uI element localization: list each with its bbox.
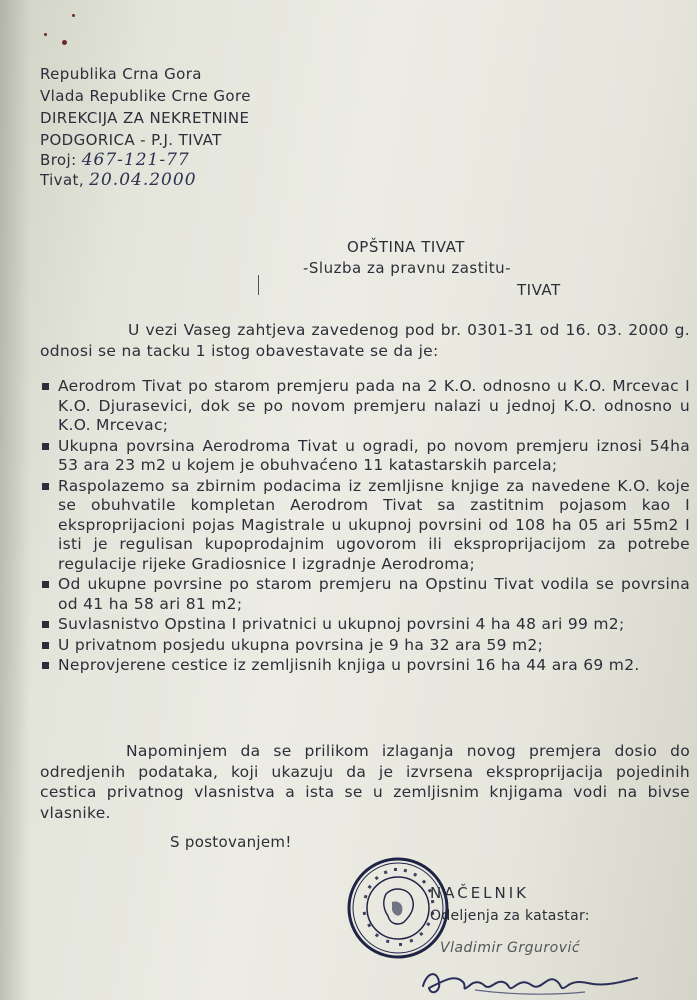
ink-spot (62, 40, 67, 45)
list-item (40, 656, 690, 676)
list-item-text: Suvlasnistvo Opstina I privatnici u ukupnoj povrsini 4 ha 48 ari 99 m2; (58, 615, 625, 633)
ink-spot (72, 14, 75, 17)
recipient-dept: -Sluzba za pravnu zastitu- (303, 259, 512, 277)
list-item (40, 636, 690, 656)
sender-line-2: Vlada Republike Crne Gore (40, 87, 251, 105)
sender-line-3: DIREKCIJA ZA NEKRETNINE (40, 109, 250, 127)
place-label: Tivat, (40, 171, 84, 189)
bullet-icon (42, 443, 49, 450)
list-item (40, 437, 690, 476)
list-item-text: Od ukupne povrsine po starom premjeru na Opstinu Tivat vodila se povrsina od 41 ha 58 ari 81 m2; (58, 575, 690, 613)
date-handwritten: 20.04.2000 (89, 170, 197, 190)
list-item (40, 615, 690, 635)
list-item-text: U privatnom posjedu ukupna povrsina je 9 ha 32 ara 59 m2; (58, 635, 544, 654)
handwritten-signature-icon (415, 952, 645, 1000)
reference-label: Broj: (40, 151, 77, 169)
note-paragraph: Napominjem da se prilikom izlaganja novog premjera dosio do odredjenih podataka, koji ukazuju da je izvrsena eksproprijacija pojedinih cestica privatnog vlasnistva a ista se u zemljisnim knjigama vodi na bivse vlasnike. (40, 742, 690, 822)
list-item-text: Ukupna povrsina Aerodroma Tivat u ogradi, po novom premjeru iznosi 54ha 53 ara 23 m2 u kojem je obuhvaćeno 11 katastarskih parcela; (58, 436, 690, 474)
list-item-text: Aerodrom Tivat po starom premjeru pada na 2 K.O. odnosno u K.O. Mrcevac I K.O. Djurasevici, dok se po novom premjeru nalazi u jednoj K.O. odnosno u K.O. Mrcevac; (58, 377, 690, 434)
signatory-name: Vladimir Grgurović (440, 940, 581, 956)
list-item-text: Neprovjerene cestice iz zemljisnih knjiga u povrsini 16 ha 44 ara 69 m2. (58, 656, 640, 674)
ink-spot (44, 33, 47, 36)
intro-paragraph: U vezi Vaseg zahtjeva zavedenog pod br. 0301-31 od 16. 03. 2000 g. odnosi se na tacku 1 istog obavestavate se da je: (40, 321, 690, 360)
recipient-name: OPŠTINA TIVAT (347, 238, 465, 256)
reference-number (40, 150, 190, 170)
sender-line-4: PODGORICA - P.J. TIVAT (40, 131, 222, 149)
pen-mark (258, 275, 259, 295)
bullet-icon (42, 621, 49, 628)
bullet-icon (42, 383, 49, 390)
bullet-icon (42, 483, 49, 490)
signatory-title: NAČELNIK (430, 884, 530, 902)
recipient-city: TIVAT (517, 281, 561, 299)
bullet-list (40, 377, 690, 677)
bullet-icon (42, 581, 49, 588)
place-date (40, 170, 197, 190)
page-shadow (0, 0, 30, 1000)
list-item (40, 575, 690, 614)
list-item-text: Raspolazemo sa zbirnim podacima iz zemljisne knjige za navedene K.O. koje se obuhvatile kompletan Aerodrom Tivat sa zastitnim pojasom kao I eksproprijacioni pojas Magistrale u ukupnoj povrsini od 108 ha 05 ari 55m2 I isti je regulisan kupoprodajnim ugovorom ili eksproprijacijom za potrebe regulacije rijeke Gradiosnice I izgradnje Aerodroma; (58, 476, 690, 573)
bullet-icon (42, 662, 49, 669)
closing-greeting: S postovanjem! (170, 833, 292, 851)
signatory-department: Odeljenja za katastar: (430, 908, 590, 924)
reference-handwritten: 467-121-77 (81, 150, 190, 170)
sender-line-1: Republika Crna Gora (40, 65, 202, 83)
list-item (40, 377, 690, 436)
bullet-icon (42, 642, 49, 649)
list-item (40, 477, 690, 575)
